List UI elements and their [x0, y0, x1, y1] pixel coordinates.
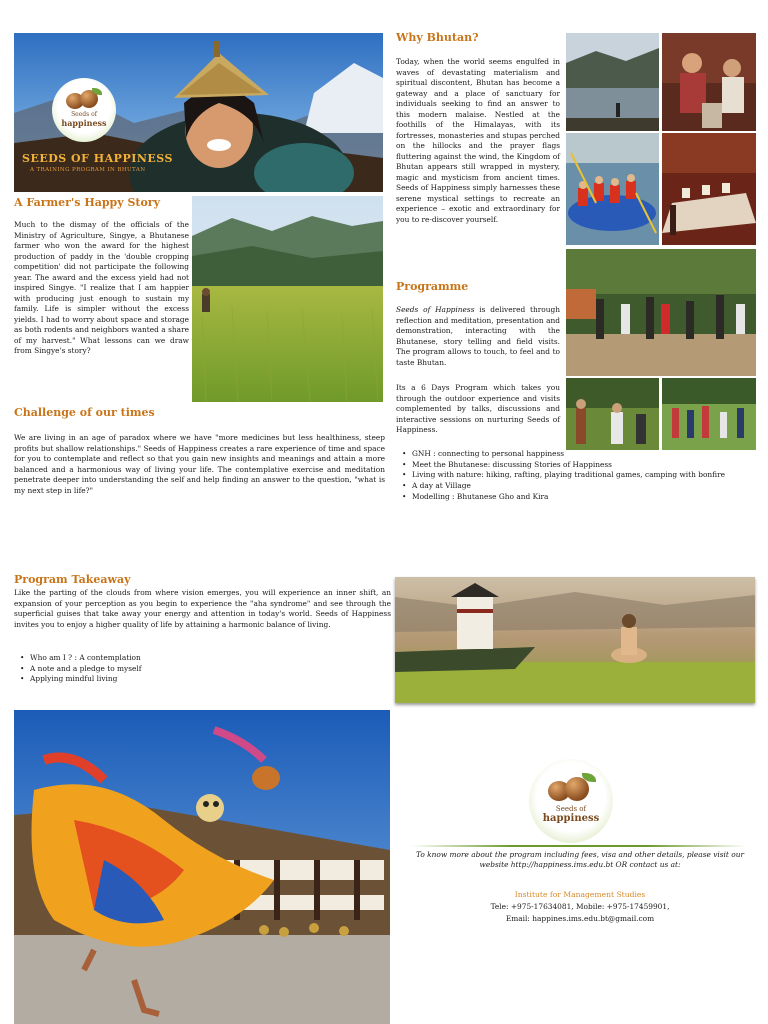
takeaway-body: Like the parting of the clouds from where vision emerges, you will experience an inner shift, an expansion of your perception as you begin to experience the "aha syndrome" and see through the superficial guises that take away your energy and attention in today's world. Seeds of Happiness invites you to enjoy a higher quality of life by attaining a harmonic balance of living.: [14, 588, 391, 629]
hero-logo: [52, 78, 116, 142]
market-photo: [662, 33, 756, 131]
takeaway-heading: Program Takeaway: [14, 573, 131, 586]
contact-logo: [529, 759, 613, 843]
programme-heading: Programme: [396, 280, 469, 293]
list-item: • Modelling : Bhutanese Gho and Kira: [412, 492, 768, 503]
takeaway-bullets: [16, 653, 330, 685]
contact-info: To know more about the program including fees, visa and other details, please visit our website http://happiness.ims.edu.bt OR contact us at:: [415, 850, 744, 869]
lake-photo: [566, 33, 659, 131]
list-item: • A note and a pledge to myself: [30, 664, 330, 675]
list-item: • Who am I ? : A contemplation: [30, 653, 330, 664]
hero-logo-big-text: happiness: [61, 118, 107, 128]
contact-divider: [411, 845, 747, 847]
programme-para2: Its a 6 Days Program which takes you through the outdoor experience and visits complemented by talks, discussions and interactive sessions on nurturing Seeds of Happiness.: [396, 383, 560, 435]
hero-title: SEEDS OF HAPPINESS: [22, 152, 173, 165]
list-item: • GNH : connecting to personal happiness: [412, 449, 768, 460]
contact-logo-big-text: happiness: [542, 813, 600, 824]
contact-tel: Tele: +975-17634081, Mobile: +975-17459901,: [490, 902, 670, 911]
mask-dancer-photo: [14, 710, 390, 1024]
list-item: • Meet the Bhutanese: discussing Stories of Happiness: [412, 460, 768, 471]
contact-institute: Institute for Management Studies: [514, 890, 646, 899]
games-photo: [566, 249, 756, 376]
meditation-photo: [395, 577, 755, 703]
programme-para1: [396, 305, 560, 368]
archery-photo: [566, 378, 659, 450]
rice-field-photo: [192, 196, 383, 402]
farmer-body: Much to the dismay of the officials of the Ministry of Agriculture, Singye, a Bhutanese farmer who won the award for the highest production of paddy in the 'double cropping competition' did not participate the following year. The award and the excess yield had not inspired Singye. "I realize that I am happier with producing just enough to sustain my family. Life is simpler without the excess yields. I had to worry about space and storage as both rodents and neighbors wanted a share of my harvest." What lessons can we draw from Singye's story?: [14, 220, 189, 356]
programme-para1-rest: is delivered through reflection and meditation, presentation and demonstration, interacting with the Bhutanese, story telling and field visits. The program allows to touch, to feel and to taste Bhutan.: [396, 305, 560, 367]
why-body: Today, when the world seems engulfed in waves of devastating materialism and spiritual discontent, Bhutan has become a gateway and a place of sanctuary for individuals seeking to find an answer to this modern malaise. Nestled at the foothills of the Himalayas, with its fortresses, monasteries and stupas perched on the hillocks and the prayer flags fluttering against the wind, the Kingdom of Bhutan appears still wrapped in mystery, magic and mysticism from ancient times. Seeds of Happiness simply harnesses these serene mystical settings to recreate an experience – exotic and extraordinary for you to re-discover yourself.: [396, 57, 560, 224]
contact-email: Email: happines.ims.edu.bt@gmail.com: [505, 914, 655, 923]
list-item: • Living with nature: hiking, rafting, playing traditional games, camping with bonfire: [412, 470, 768, 481]
crowd-photo: [662, 378, 756, 450]
list-item: • Applying mindful living: [30, 674, 330, 685]
challenge-body: We are living in an age of paradox where we have "more medicines but less healthiness, steep profits but shallow relationships." Seeds of Happiness creates a rare experience of time and space for you to contemplate and reflect so that you gain new insights and meanings and attain a more balanced and a harmonious way of living your life. The contemplative exercise and meditation penetrate deeper into understanding the self and help finding an answer to the question, "what is my next step in life?": [14, 433, 385, 495]
hero-logo-small-text: Seeds of: [71, 111, 97, 118]
meeting-room-photo: [662, 133, 756, 245]
list-item: • A day at Village: [412, 481, 768, 492]
hero-subtitle: A TRAINING PROGRAM IN BHUTAN: [30, 167, 146, 173]
challenge-heading: Challenge of our times: [14, 406, 155, 419]
why-heading: Why Bhutan?: [396, 31, 479, 44]
programme-bullets: [398, 449, 768, 503]
farmer-heading: A Farmer's Happy Story: [14, 196, 160, 209]
programme-para1-italic: Seeds of Happiness: [396, 305, 475, 314]
rafting-photo: [566, 133, 659, 245]
contact-logo-small-text: Seeds of: [555, 805, 587, 813]
